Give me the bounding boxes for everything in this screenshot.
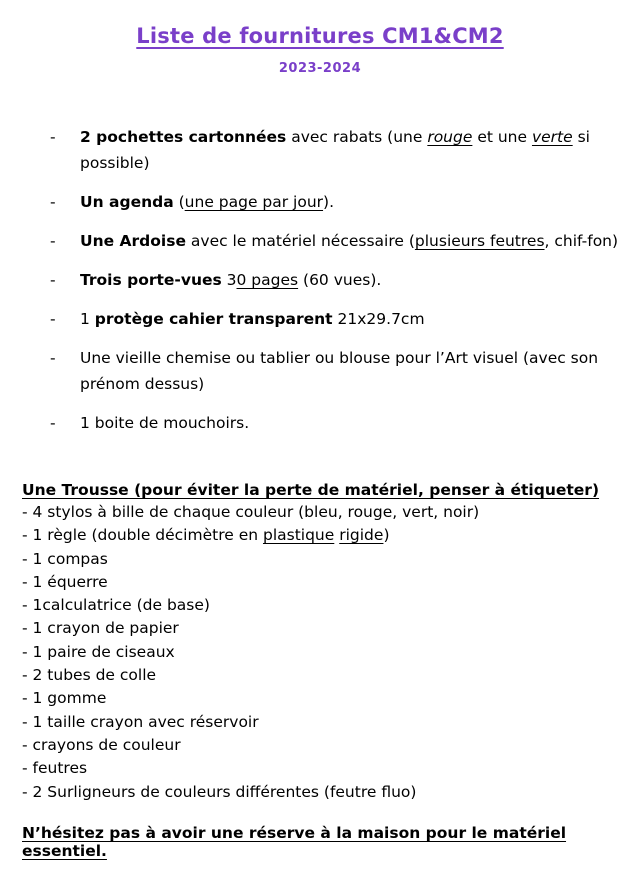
supply-list (0, 124, 640, 449)
trousse-line: - 1 crayon de papier (22, 619, 179, 638)
list-dash: - (50, 128, 56, 146)
list-dash: - (50, 349, 56, 367)
list-item: - Trois porte-vues 30 pages (60 vues). (0, 267, 640, 293)
page-title: Liste de fournitures CM1&CM2 (136, 24, 504, 48)
list-dash: - (50, 414, 56, 432)
trousse-line: - feutres (22, 759, 88, 778)
trousse-line: - 2 tubes de colle (22, 666, 157, 685)
trousse-line: - crayons de couleur (22, 735, 181, 754)
list-item: - Une Ardoise avec le matériel nécessaire (plusieurs feutres, chif-fon) (0, 228, 640, 254)
trousse-heading: Une Trousse (pour éviter la perte de matériel, penser à étiqueter) (22, 481, 600, 499)
school-year: 2023-2024 (278, 61, 362, 76)
trousse-line: - 1 équerre (22, 572, 108, 591)
list-dash: - (50, 271, 56, 289)
list-dash: - (50, 232, 56, 250)
trousse-line: - 4 stylos à bille de chaque couleur (bleu, rouge, vert, noir) (22, 503, 480, 521)
list-item: - Une vieille chemise ou tablier ou blouse pour l’Art visuel (avec son prénom dessus) (0, 345, 640, 397)
trousse-line: - 1 taille crayon avec réservoir (22, 712, 259, 731)
trousse-section (22, 479, 632, 804)
trousse-line: - 1 paire de ciseaux (22, 642, 175, 661)
trousse-line: - 1 compas (22, 549, 108, 568)
trousse-line: - 2 Surligneurs de couleurs différentes (feutre fluo) (22, 782, 417, 801)
trousse-line: - 1 gomme (22, 689, 107, 708)
list-dash: - (50, 310, 56, 328)
list-item: - Un agenda (une page par jour). (0, 189, 640, 215)
list-item: - 1 protège cahier transparent 21x29.7cm (0, 306, 640, 332)
list-item: - 2 pochettes cartonnées avec rabats (une rouge et une verte si possible) (0, 124, 640, 176)
trousse-line: - 1calculatrice (de base) (22, 596, 210, 615)
footer-note: N’hésitez pas à avoir une réserve à la maison pour le matériel essentiel. (22, 824, 567, 860)
list-dash: - (50, 193, 56, 211)
trousse-line: - 1 règle (double décimètre en plastique rigide) (22, 526, 390, 545)
list-item: - 1 boite de mouchoirs. (0, 410, 640, 436)
